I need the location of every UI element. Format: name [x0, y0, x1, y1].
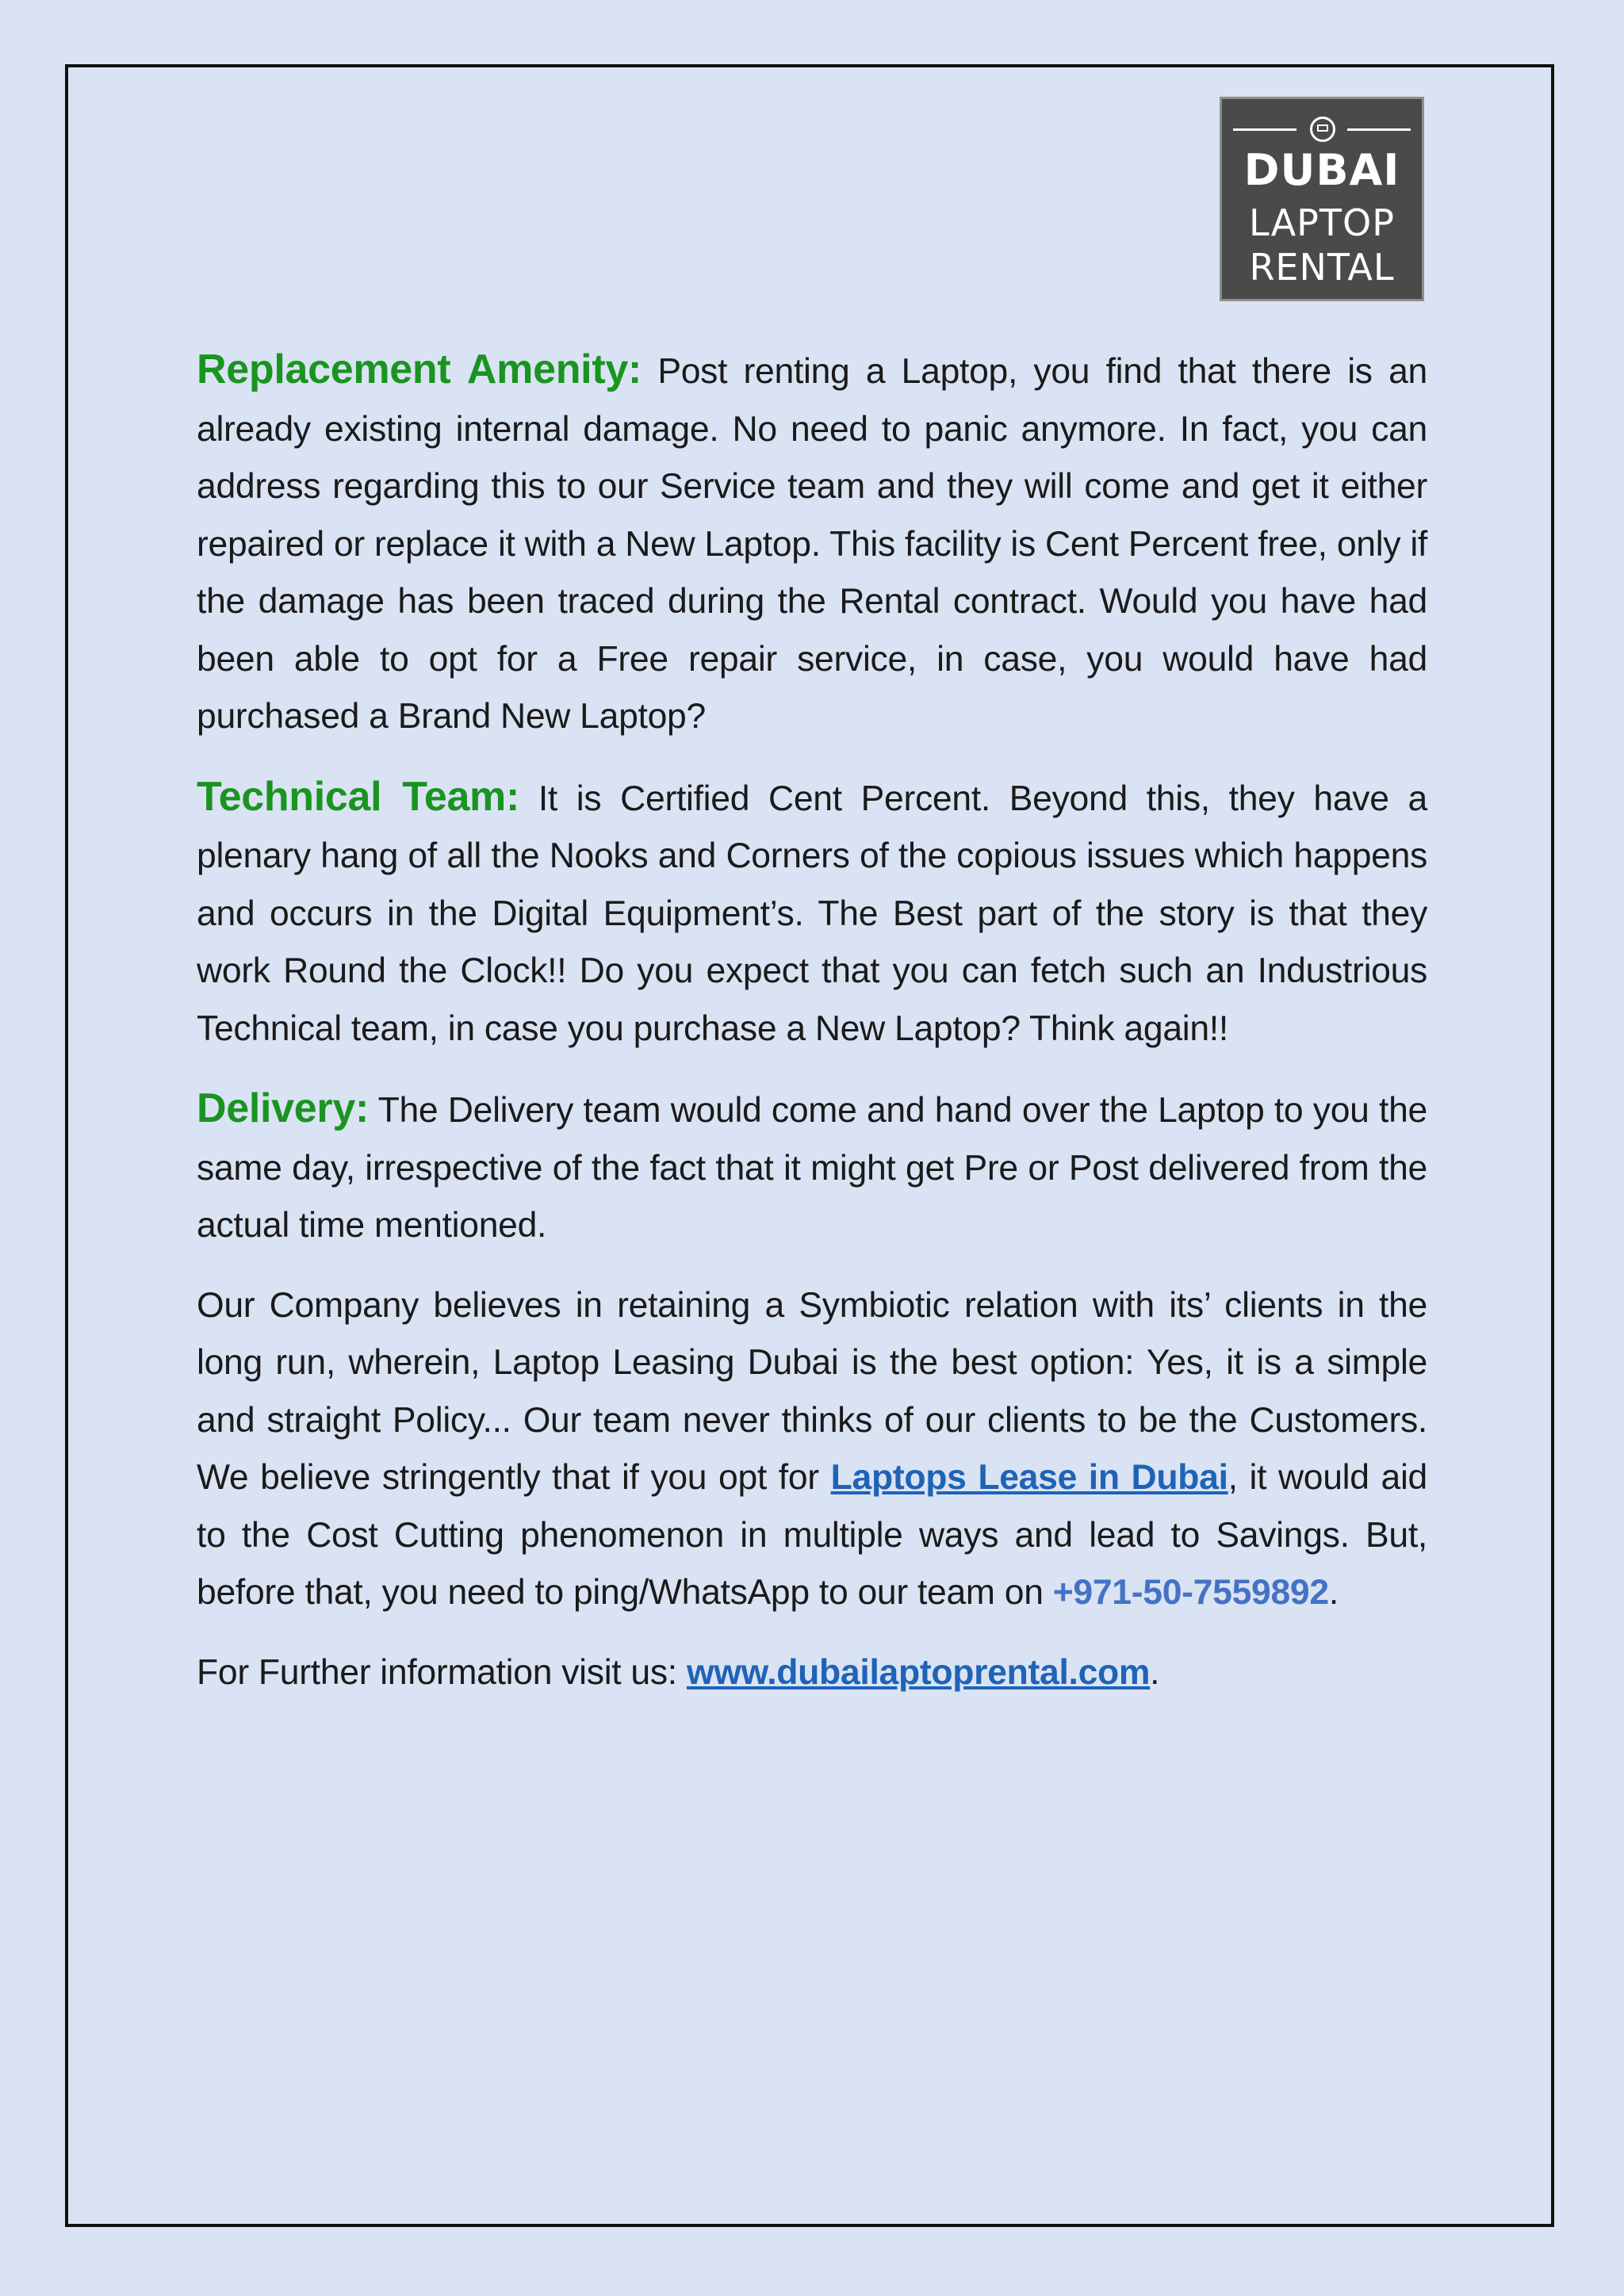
- section-heading: Delivery:: [197, 1085, 369, 1131]
- section-text: The Delivery team would come and hand over the Laptop to you the same day, irrespective of the fact that it might get Pre or Post delivered from the actual time mentioned.: [197, 1091, 1427, 1245]
- website-link[interactable]: www.dubailaptoprental.com: [686, 1652, 1151, 1692]
- footer-text: For Further information visit us:: [197, 1652, 687, 1692]
- company-text: Our Company believes in retaining a Symbiotic relation with its’ clients in the long run, wherein, Laptop Leasing Dubai is the best option: Yes, it is a simple and straight Policy... Our team never thinks of our clients to be the Customers. We believe stringently that if you opt for: [197, 1285, 1427, 1497]
- company-logo: [1220, 97, 1424, 301]
- section-text: Post renting a Laptop, you find that there is an already existing internal damage. No need to panic anymore. In fact, you can address regarding this to our Service team and they will come and get it either repaired or replace it with a New Laptop. This facility is Cent Percent free, only if the damage has been traced during the Rental contract. Would you have had been able to opt for a Free repair service, in case, you would have had purchased a Brand New Laptop?: [197, 352, 1427, 736]
- logo-word-laptop: LAPTOP: [1249, 201, 1395, 244]
- section-heading: Replacement Amenity:: [197, 346, 642, 392]
- footer-end-punctuation: .: [1150, 1652, 1160, 1692]
- company-text-continued: , it would aid to the Cost Cutting phenomenon in multiple ways and lead to Savings. But, before that, you need to ping/WhatsApp to our team on: [197, 1458, 1427, 1612]
- section-replacement-amenity: [197, 341, 1427, 746]
- document-body: [197, 341, 1427, 1724]
- phone-number[interactable]: +971-50-7559892: [1052, 1573, 1329, 1612]
- footer-paragraph: [197, 1644, 1427, 1702]
- company-end-punctuation: .: [1328, 1573, 1339, 1612]
- logo-word-dubai: DUBAI: [1243, 145, 1400, 195]
- section-text: It is Certified Cent Percent. Beyond this, they have a plenary hang of all the Nooks and Corners of the copious issues which happens and occurs in the Digital Equipment’s. The Best part of the story is that they work Round the Clock!! Do you expect that you can fetch such an Industrious Technical team, in case you purchase a New Laptop? Think again!!: [197, 779, 1427, 1048]
- logo-word-rental: RENTAL: [1249, 246, 1395, 289]
- section-delivery: [197, 1080, 1427, 1255]
- laptop-circle-icon: [1222, 115, 1422, 142]
- company-paragraph: [197, 1277, 1427, 1622]
- laptops-lease-link[interactable]: Laptops Lease in Dubai: [830, 1458, 1228, 1497]
- section-technical-team: [197, 768, 1427, 1058]
- section-heading: Technical Team:: [197, 773, 520, 820]
